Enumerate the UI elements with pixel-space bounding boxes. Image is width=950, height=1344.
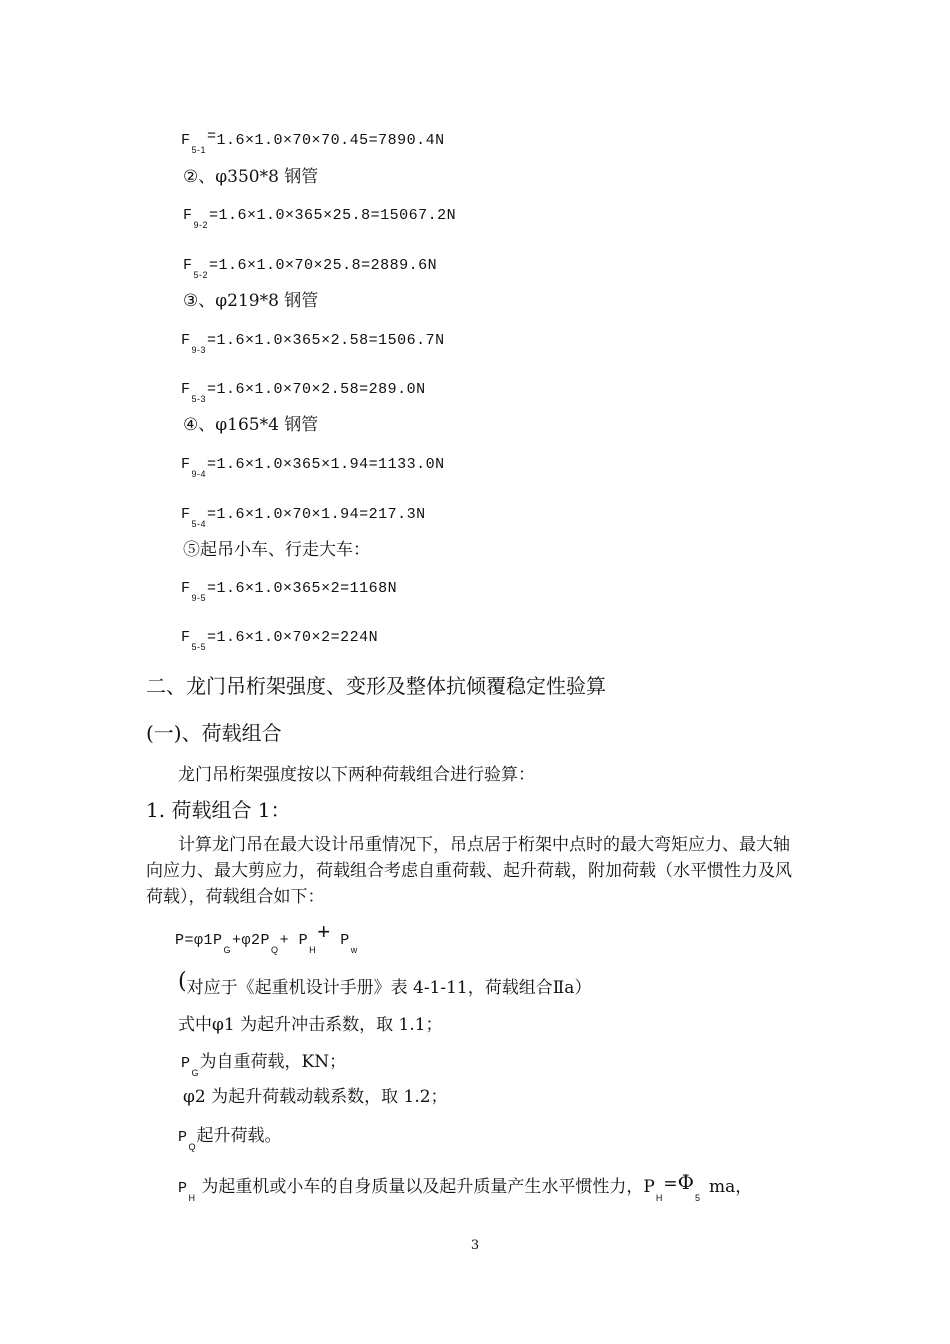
section-heading: 二、龙门吊桁架强度、变形及整体抗倾覆稳定性验算 [146, 674, 606, 698]
force-line-f5-5: $F_{5-5}=1.6\times 1.0\times 70\times 2=224N$ [181, 629, 379, 652]
force-line-f9-5: $F_{9-5}=1.6\times 1.0\times 365\times 2=1168N$ [181, 580, 398, 603]
force-line-f5-1: $F_{5-1}=1.6\times 1.0\times 70\times 70.45=7890.4N$ [181, 128, 445, 155]
item-pipe-350: ②、φ350*8 钢管 [183, 167, 319, 187]
combo1-heading: 1. 荷载组合 1： [146, 798, 291, 822]
page-number: 3 [470, 1238, 480, 1253]
force-line-f9-4: $F_{9-4}=1.6\times 1.0\times 365\times 1.94=1133.0N$ [181, 456, 445, 479]
intro-text: 龙门吊桁架强度按以下两种荷载组合进行验算： [178, 765, 535, 785]
item-trolley: ⑤起吊小车、行走大车： [183, 540, 370, 560]
definition-phi1: 式中φ1 为起升冲击系数，取 1.1； [178, 1015, 443, 1035]
force-line-f5-4: $F_{5-4}=1.6\times 1.0\times 70\times 1.94=217.3N$ [181, 506, 426, 529]
force-line-f9-2: $F_{9-2}=1.6\times 1.0\times 365\times 25.8=15067.2N$ [183, 207, 457, 230]
reference-line: (对应于《起重机设计手册》表 4-1-11，荷载组合Ⅱa） [178, 969, 592, 998]
definition-pq: $P_Q$起升荷载。 [178, 1126, 282, 1152]
item-pipe-219: ③、φ219*8 钢管 [183, 291, 319, 311]
definition-phi2: φ2 为起升荷载动载系数，取 1.2； [183, 1087, 448, 1107]
force-line-f9-3: $F_{9-3}=1.6\times 1.0\times 365\times 2.58=1506.7N$ [181, 332, 445, 355]
item-pipe-165: ④、φ165*4 钢管 [183, 415, 319, 435]
force-line-f5-3: $F_{5-3}=1.6\times 1.0\times 70\times 2.58=289.0N$ [181, 381, 426, 404]
combo1-paragraph: 计算龙门吊在最大设计吊重情况下，吊点居于桁架中点时的最大弯矩应力、最大轴向应力、最大剪应力，荷载组合考虑自重荷载、起升荷载，附加荷载（水平惯性力及风荷载），荷载组合如下： [146, 835, 792, 907]
sub-heading: (一)、荷载组合 [146, 721, 282, 745]
definition-pg: $P_G$为自重荷载，KN； [181, 1052, 347, 1078]
definition-ph: $P_H$ 为起重机或小车的自身质量以及起升质量产生水平惯性力，$P_H=\Phi_5ma$， [178, 1170, 753, 1203]
load-combination-formula: $P=\varphi 1P_G+\varphi 2P_Q+ P_H+ P_w$ [175, 921, 358, 955]
force-line-f5-2: $F_{5-2}=1.6\times 1.0\times 70\times 25.8=2889.6N$ [183, 257, 438, 280]
